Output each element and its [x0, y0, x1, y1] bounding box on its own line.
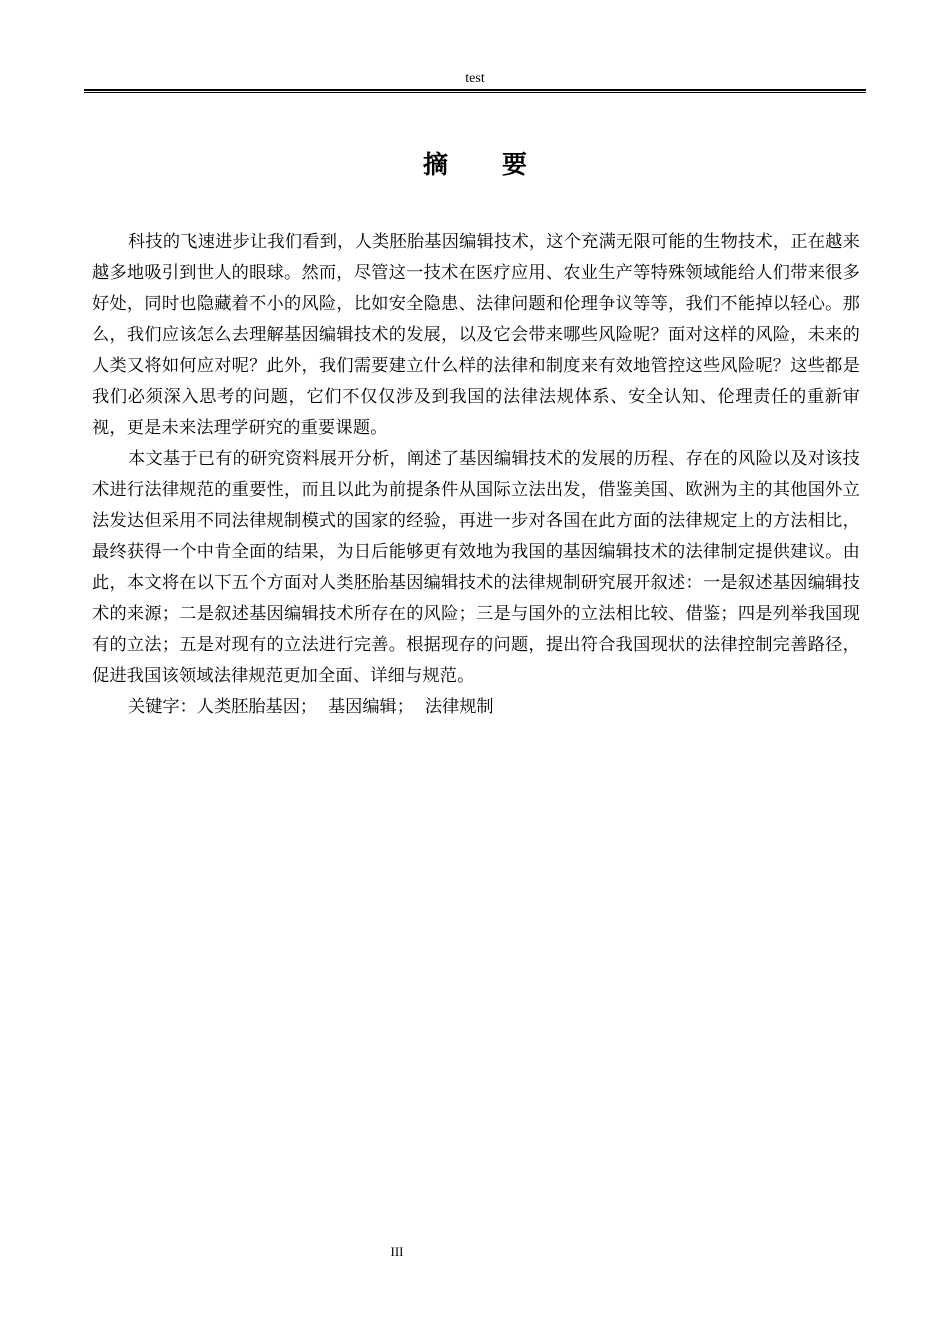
abstract-paragraph-2: 本文基于已有的研究资料展开分析，阐述了基因编辑技术的发展的历程、存在的风险以及对该技术进行法律规范的重要性，而且以此为前提条件从国际立法出发，借鉴美国、欧洲为主的其他国外立法发达但采用不同法律规制模式的国家的经验，再进一步对各国在此方面的法律规定上的方法相比，最终获得一个中肯全面的结果，为日后能够更有效地为我国的基因编辑技术的法律制定提供建议。由此，本文将在以下五个方面对人类胚胎基因编辑技术的法律规制研究展开叙述：一是叙述基因编辑技术的来源；二是叙述基因编辑技术所存在的风险；三是与国外的立法相比较、借鉴；四是列举我国现有的立法；五是对现有的立法进行完善。根据现存的问题，提出符合我国现状的法律控制完善路径，促进我国该领域法律规范更加全面、详细与规范。 — [92, 449, 860, 686]
abstract-paragraph-1: 科技的飞速进步让我们看到，人类胚胎基因编辑技术，这个充满无限可能的生物技术，正在越来越多地吸引到世人的眼球。然而，尽管这一技术在医疗应用、农业生产等特殊领域能给人们带来很多好处，同时也隐藏着不小的风险，比如安全隐患、法律问题和伦理争议等等，我们不能掉以轻心。那么，我们应该怎么去理解基因编辑技术的发展，以及它会带来哪些风险呢？面对这样的风险，未来的人类又将如何应对呢？此外，我们需要建立什么样的法律和制度来有效地管控这些风险呢？这些都是我们必须深入思考的问题，它们不仅仅涉及到我国的法律法规体系、安全认知、伦理责任的重新审视，更是未来法理学研究的重要课题。 — [92, 232, 860, 438]
abstract-body — [92, 227, 860, 723]
header-rule — [84, 89, 866, 93]
running-header: test — [465, 71, 485, 86]
page-title: 摘要 — [422, 150, 581, 179]
keywords-line: 关键字：人类胚胎基因； 基因编辑； 法律规制 — [128, 697, 494, 717]
page-number: III — [390, 1244, 404, 1259]
